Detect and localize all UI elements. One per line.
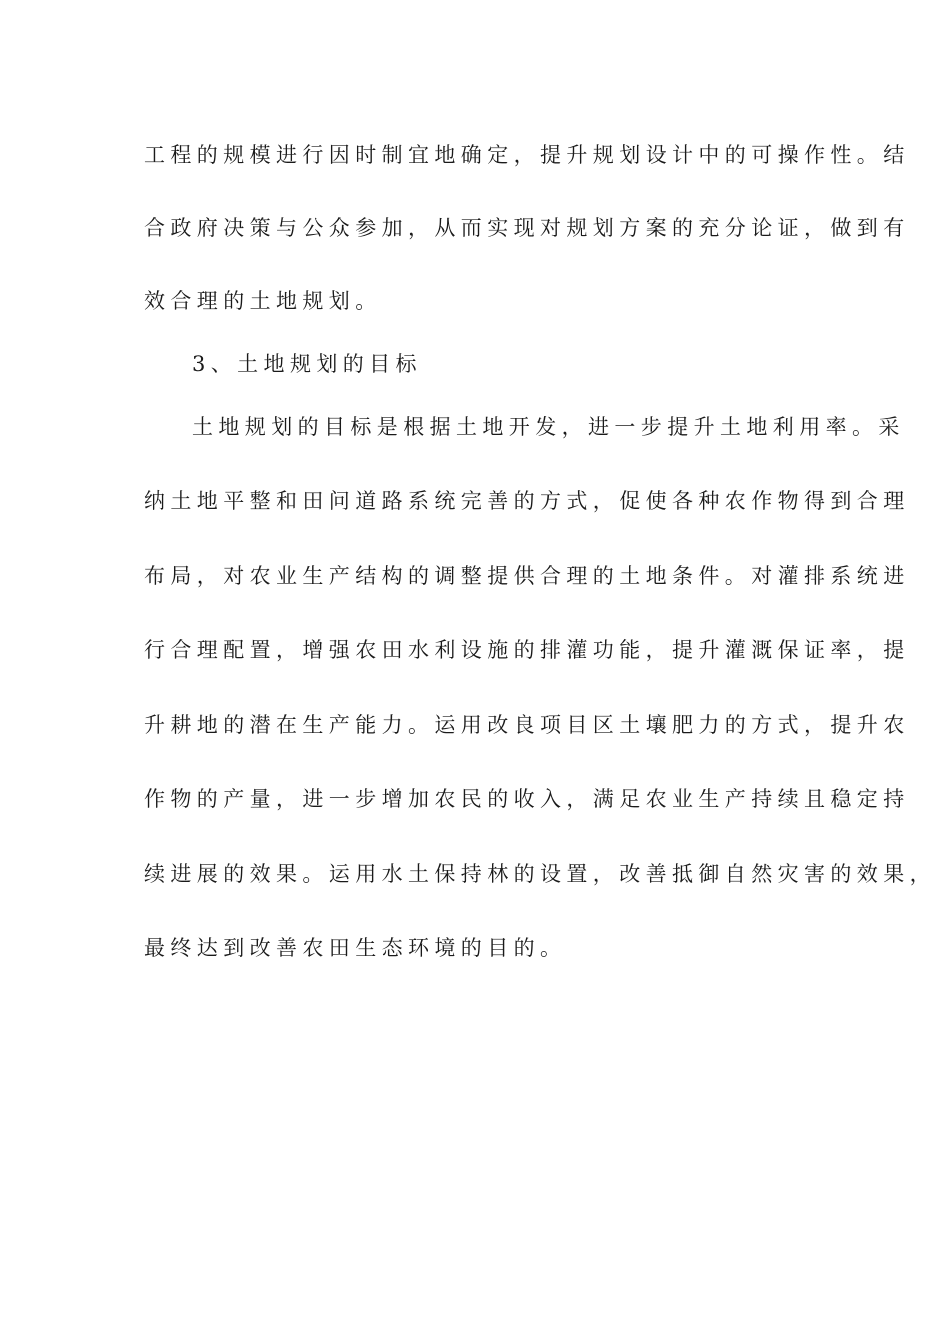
paragraph-2-line-8: 最终达到改善农田生态环境的目的。 bbox=[144, 936, 567, 960]
paragraph-2-line-7: 续进展的效果。运用水土保持林的设置，改善抵御自然灾害的效果， bbox=[144, 862, 936, 886]
paragraph-2-line-4: 行合理配置，增强农田水利设施的排灌功能，提升灌溉保证率，提 bbox=[144, 638, 910, 662]
paragraph-2-line-2: 纳土地平整和田问道路系统完善的方式，促使各种农作物得到合理 bbox=[144, 489, 910, 513]
paragraph-1-line-2: 合政府决策与公众参加，从而实现对规划方案的充分论证，做到有 bbox=[144, 216, 910, 240]
section-heading: 3、土地规划的目标 bbox=[192, 352, 422, 376]
paragraph-1-line-3: 效合理的土地规划。 bbox=[144, 289, 382, 313]
paragraph-2-line-3: 布局，对农业生产结构的调整提供合理的土地条件。对灌排系统进 bbox=[144, 564, 910, 588]
paragraph-2-line-5: 升耕地的潜在生产能力。运用改良项目区土壤肥力的方式，提升农 bbox=[144, 713, 910, 737]
paragraph-1-line-1: 工程的规模进行因时制宜地确定，提升规划设计中的可操作性。结 bbox=[144, 143, 910, 167]
paragraph-2-line-6: 作物的产量，进一步增加农民的收入，满足农业生产持续且稳定持 bbox=[144, 787, 910, 811]
paragraph-2-line-1: 土地规划的目标是根据土地开发，进一步提升土地利用率。采 bbox=[192, 415, 905, 439]
